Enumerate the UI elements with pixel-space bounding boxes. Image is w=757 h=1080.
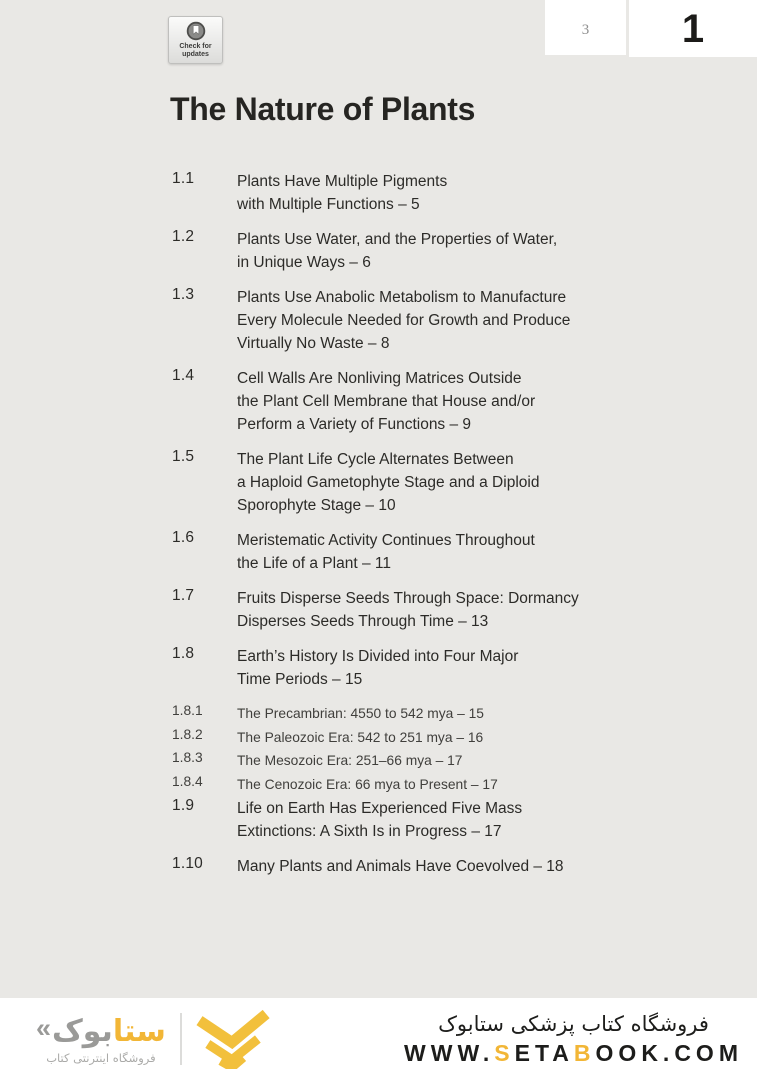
toc-entry-line: Plants Have Multiple Pigments bbox=[237, 173, 448, 190]
website-url-segment: S bbox=[494, 1039, 515, 1066]
website-url-segment: ETA bbox=[514, 1039, 574, 1066]
toc-entry-text bbox=[237, 228, 557, 274]
toc-entry bbox=[172, 587, 672, 633]
toc-entry-number: 1.8.2 bbox=[172, 726, 203, 742]
logo-tagline: فروشگاه اینترنتی کتاب bbox=[46, 1051, 156, 1065]
toc-entry-line: Disperses Seeds Through Time – 13 bbox=[237, 613, 489, 630]
toc-entry-number: 1.3 bbox=[172, 286, 195, 303]
toc-entry-line: Every Molecule Needed for Growth and Produce bbox=[237, 312, 571, 329]
toc-entry-line: Virtually No Waste – 8 bbox=[237, 335, 390, 352]
toc-entry bbox=[172, 286, 672, 355]
setabook-logo bbox=[36, 1009, 270, 1069]
toc-entry-line: Sporophyte Stage – 10 bbox=[237, 497, 396, 514]
toc-entry-number: 1.8.4 bbox=[172, 773, 203, 789]
logo-wordmark-start: ستا bbox=[112, 1013, 166, 1049]
toc-entry-text bbox=[237, 750, 462, 773]
toc-entry-text bbox=[237, 797, 522, 843]
toc-entry-line: Plants Use Anabolic Metabolism to Manufacture bbox=[237, 289, 567, 306]
toc-entry-number: 1.2 bbox=[172, 228, 195, 245]
store-title: فروشگاه کتاب پزشکی ستابوک bbox=[438, 1011, 709, 1036]
toc-entry-line: The Paleozoic Era: 542 to 251 mya – 16 bbox=[237, 729, 484, 745]
toc-entry bbox=[172, 727, 672, 750]
toc-entry-text bbox=[237, 774, 498, 797]
folio-page-number-box bbox=[545, 0, 626, 55]
toc-entry bbox=[172, 228, 672, 274]
toc-entry-line: Meristematic Activity Continues Throughout bbox=[237, 532, 535, 549]
toc-entry-text bbox=[237, 587, 579, 633]
check-for-updates-badge[interactable] bbox=[168, 16, 223, 64]
toc-entry-text bbox=[237, 855, 564, 878]
toc-entry-text bbox=[237, 529, 535, 575]
toc-entry bbox=[172, 774, 672, 797]
toc-entry-line: with Multiple Functions – 5 bbox=[237, 196, 420, 213]
logo-wordmark-end: بوک bbox=[52, 1013, 113, 1049]
toc-entry-line: The Precambrian: 4550 to 542 mya – 15 bbox=[237, 706, 484, 721]
toc-entry-line: The Mesozoic Era: 251–66 mya – 17 bbox=[237, 753, 463, 768]
toc-entry-number: 1.8.3 bbox=[172, 750, 203, 765]
logo-wordmark bbox=[52, 1015, 166, 1049]
toc-entry-line: Time Periods – 15 bbox=[237, 671, 363, 688]
folio-page-number: 3 bbox=[581, 22, 590, 38]
toc-entry-number: 1.10 bbox=[172, 855, 203, 872]
toc-entry-text bbox=[237, 286, 570, 355]
chapter-number: 1 bbox=[681, 7, 705, 51]
toc-entry-number: 1.4 bbox=[172, 367, 195, 384]
toc-entry-line: Perform a Variety of Functions – 9 bbox=[237, 416, 472, 433]
toc-entry-number: 1.9 bbox=[172, 797, 195, 814]
toc-entry bbox=[172, 797, 672, 843]
toc-entry-number: 1.7 bbox=[172, 587, 195, 604]
chevron-emblem-icon bbox=[194, 1009, 270, 1069]
toc-entry-number: 1.1 bbox=[172, 170, 195, 187]
badge-label-line1: Check for bbox=[179, 43, 212, 50]
toc-entry-text bbox=[237, 367, 535, 436]
logo-chevron-glyph: « bbox=[36, 1013, 52, 1043]
logo-divider bbox=[180, 1013, 182, 1065]
toc-entry-text bbox=[237, 727, 483, 750]
toc-entry-number: 1.5 bbox=[172, 448, 195, 465]
toc-entry bbox=[172, 750, 672, 773]
footer-store-block bbox=[404, 1012, 743, 1067]
toc-entry-line: the Plant Cell Membrane that House and/or bbox=[237, 393, 536, 410]
website-url[interactable] bbox=[404, 1040, 743, 1067]
badge-label-line2: updates bbox=[182, 51, 209, 58]
website-url-segment: WWW. bbox=[404, 1039, 495, 1066]
chapter-title: The Nature of Plants bbox=[170, 91, 476, 127]
website-url-segment: B bbox=[573, 1039, 596, 1066]
toc-list bbox=[172, 170, 672, 890]
toc-entry-text bbox=[237, 448, 539, 517]
crossmark-bookmark-icon bbox=[186, 21, 206, 41]
toc-entry-line: Life on Earth Has Experienced Five Mass bbox=[237, 800, 523, 817]
toc-entry-line: Fruits Disperse Seeds Through Space: Dormancy bbox=[237, 590, 579, 607]
toc-entry-line: Earth’s History Is Divided into Four Major bbox=[237, 648, 519, 665]
toc-entry bbox=[172, 529, 672, 575]
toc-entry-text bbox=[237, 645, 518, 691]
toc-entry-line: The Cenozoic Era: 66 mya to Present – 17 bbox=[237, 776, 498, 792]
toc-entry-number: 1.6 bbox=[172, 529, 195, 546]
toc-entry bbox=[172, 448, 672, 517]
toc-entry bbox=[172, 170, 672, 216]
toc-entry-line: Many Plants and Animals Have Coevolved – 18 bbox=[237, 858, 564, 875]
toc-entry bbox=[172, 703, 672, 726]
toc-entry-number: 1.8 bbox=[172, 645, 195, 662]
toc-entry-text bbox=[237, 703, 484, 726]
toc-entry bbox=[172, 645, 672, 691]
chapter-number-box bbox=[629, 0, 757, 57]
toc-entry-line: the Life of a Plant – 11 bbox=[237, 555, 391, 572]
toc-entry-line: Plants Use Water, and the Properties of Water, bbox=[237, 231, 558, 248]
website-url-segment: OOK.COM bbox=[595, 1039, 743, 1066]
toc-entry-line: Cell Walls Are Nonliving Matrices Outside bbox=[237, 370, 522, 387]
footer-banner bbox=[0, 998, 757, 1080]
toc-entry-line: in Unique Ways – 6 bbox=[237, 254, 371, 271]
toc-entry-text bbox=[237, 170, 447, 216]
toc-entry-number: 1.8.1 bbox=[172, 703, 203, 718]
toc-entry bbox=[172, 367, 672, 436]
toc-entry bbox=[172, 855, 672, 878]
toc-entry-line: Extinctions: A Sixth Is in Progress – 17 bbox=[237, 823, 502, 840]
toc-entry-line: a Haploid Gametophyte Stage and a Diploid bbox=[237, 474, 540, 491]
toc-entry-line: The Plant Life Cycle Alternates Between bbox=[237, 451, 514, 468]
